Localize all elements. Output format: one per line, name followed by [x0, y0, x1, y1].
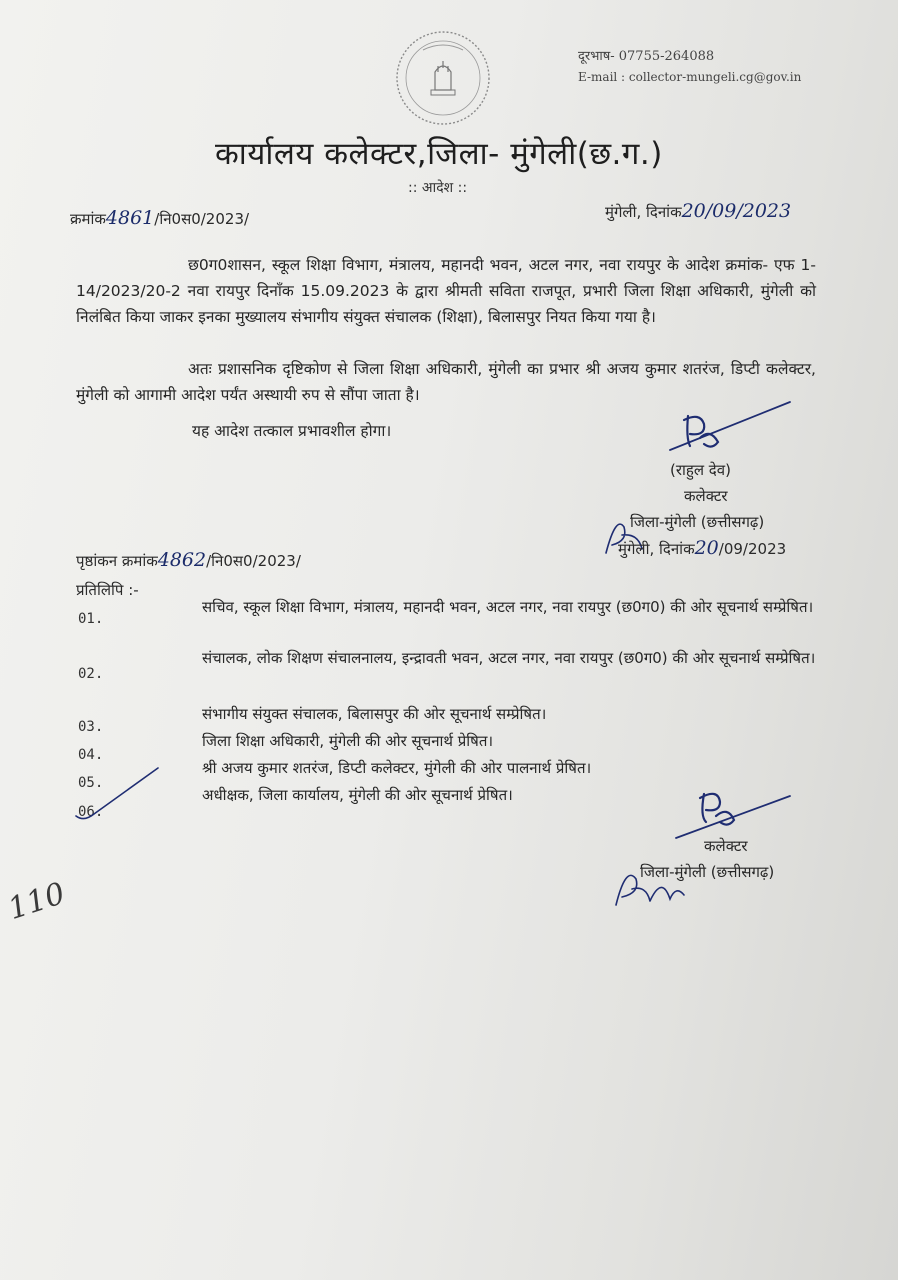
order-number-handwritten: 4861	[105, 207, 155, 229]
endorsement-prefix: पृष्ठांकन क्रमांक	[76, 552, 158, 570]
copy-item-text: श्री अजय कुमार शतरंज, डिप्टी कलेक्टर, मुंगेली की ओर पालनार्थ प्रेषित।	[202, 759, 592, 777]
tick-mark	[70, 764, 170, 824]
order-paragraph-1: छ0ग0शासन, स्कूल शिक्षा विभाग, मंत्रालय, महानदी भवन, अटल नगर, नवा रायपुर के आदेश क्रमांक- एफ 1-14/2023/20-2 नवा रायपुर दिनाँक 15.09.2023 के द्वारा श्रीमती सविता राजपूत, प्रभारी जिला शिक्षा अधिकारी, मुंगेली को निलंबित किया जाकर इनका मुख्यालय संभागीय संयुक्त संचालक (शिक्षा), बिलासपुर नियत किया गया है।	[76, 256, 816, 326]
copy-item-number: 06.	[78, 804, 104, 820]
signatory-name: (राहुल देव)	[670, 461, 731, 479]
copy-item-number: 04.	[78, 747, 104, 763]
copy-item-text: अधीक्षक, जिला कार्यालय, मुंगेली की ओर सूचनार्थ प्रेषित।	[202, 786, 513, 804]
copy-item-number: 05.	[78, 775, 104, 791]
signatory-district-1: जिला-मुंगेली (छत्तीसगढ़)	[630, 513, 765, 531]
endorsement-suffix: /नि0स0/2023/	[206, 552, 301, 570]
copy-item-text: जिला शिक्षा अधिकारी, मुंगेली की ओर सूचनार्थ प्रेषित।	[202, 732, 494, 750]
endorsement-date-handwritten: 20	[694, 537, 719, 559]
endorsement-number-handwritten: 4862	[157, 549, 207, 571]
order-label: :: आदेश ::	[408, 180, 468, 196]
email-address: E-mail : collector-mungeli.cg@gov.in	[578, 70, 802, 84]
phone-number: दूरभाष- 07755-264088	[578, 49, 715, 64]
emblem-seal-icon	[393, 28, 493, 128]
order-reference	[70, 207, 249, 229]
copy-item-text: संचालक, लोक शिक्षण संचालनालय, इन्द्रावती भवन, अटल नगर, नवा रायपुर (छ0ग0) की ओर सूचनार्थ सम्प्रेषित।	[202, 649, 816, 667]
copy-item-number: 01.	[78, 611, 104, 627]
signatory-designation-1: कलेक्टर	[684, 487, 728, 505]
endorsement-date-suffix: /09/2023	[718, 540, 787, 558]
signatory-designation-2: कलेक्टर	[704, 837, 748, 855]
copy-label: प्रतिलिपि :-	[76, 581, 139, 599]
copy-item-number: 03.	[78, 719, 104, 735]
order-ref-prefix: क्रमांक	[70, 210, 106, 228]
office-title: कार्यालय कलेक्टर,जिला- मुंगेली(छ.ग.)	[215, 136, 663, 172]
signatory-district-2: जिला-मुंगेली (छत्तीसगढ़)	[640, 863, 775, 881]
margin-note: 110	[3, 876, 70, 927]
copy-item-text: सचिव, स्कूल शिक्षा विभाग, मंत्रालय, महानदी भवन, अटल नगर, नवा रायपुर (छ0ग0) की ओर सूचनार्थ सम्प्रेषित।	[202, 598, 814, 616]
order-ref-suffix: /नि0स0/2023/	[154, 210, 250, 228]
order-date-prefix: मुंगेली, दिनांक	[605, 203, 682, 221]
order-paragraph-3: यह आदेश तत्काल प्रभावशील होगा।	[192, 422, 392, 440]
order-paragraph-2: अतः प्रशासनिक दृष्टिकोण से जिला शिक्षा अधिकारी, मुंगेली का प्रभार श्री अजय कुमार शतरंज, डिप्टी कलेक्टर, मुंगेली को आगामी आदेश पर्यंत अस्थायी रुप से सौंपा जाता है।	[76, 360, 816, 404]
copy-item-number: 02.	[78, 666, 104, 682]
endorsement-place-date	[618, 537, 786, 559]
copy-item-text: संभागीय संयुक्त संचालक, बिलासपुर की ओर सूचनार्थ सम्प्रेषित।	[202, 705, 547, 723]
order-place-date	[605, 200, 791, 222]
endorsement-date-prefix: मुंगेली, दिनांक	[618, 540, 695, 558]
endorsement-reference	[76, 549, 301, 571]
order-date-handwritten: 20/09/2023	[681, 200, 792, 222]
initials-mark-2	[610, 855, 690, 915]
